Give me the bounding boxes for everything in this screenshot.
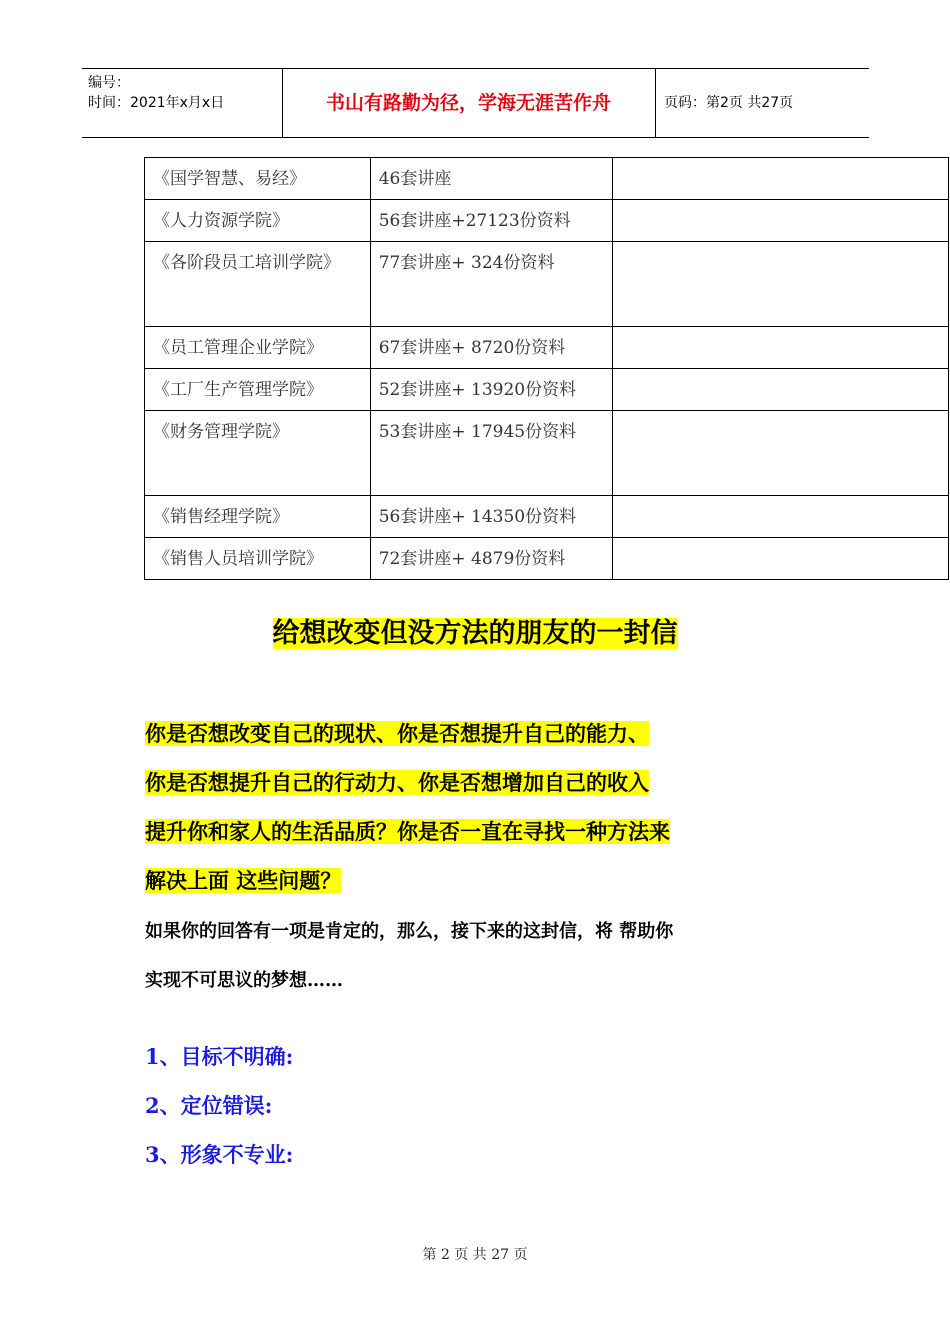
course-note bbox=[613, 158, 949, 200]
page-header bbox=[82, 68, 869, 138]
question-line bbox=[145, 815, 670, 849]
table-row bbox=[145, 327, 949, 369]
table-row bbox=[145, 200, 949, 242]
question-text: 提升你和家人的生活品质？你是否一直在寻找一种方法来 bbox=[145, 819, 670, 844]
question-line bbox=[145, 864, 341, 898]
course-name: 《财务管理学院》 bbox=[145, 411, 371, 496]
number-label: 编号： bbox=[88, 75, 130, 91]
course-content: 72套讲座+ 4879份资料 bbox=[370, 538, 613, 580]
table-row bbox=[145, 369, 949, 411]
course-note bbox=[613, 200, 949, 242]
course-name: 《员工管理企业学院》 bbox=[145, 327, 371, 369]
course-name: 《工厂生产管理学院》 bbox=[145, 369, 371, 411]
question-line bbox=[145, 766, 649, 800]
course-content: 67套讲座+ 8720份资料 bbox=[370, 327, 613, 369]
course-note bbox=[613, 496, 949, 538]
header-motto: 书山有路勤为径，学海无涯苦作舟 bbox=[325, 92, 611, 114]
course-name: 《销售人员培训学院》 bbox=[145, 538, 371, 580]
letter-title-text: 给想改变但没方法的朋友的一封信 bbox=[272, 618, 678, 649]
time-label: 时间：2021年x月x日 bbox=[88, 95, 225, 111]
question-line bbox=[145, 717, 649, 751]
table-row bbox=[145, 538, 949, 580]
question-text: 你是否想提升自己的行动力、你是否想增加自己的收入 bbox=[145, 770, 649, 795]
question-text: 你是否想改变自己的现状、你是否想提升自己的能力、 bbox=[145, 721, 649, 746]
course-content: 77套讲座+ 324份资料 bbox=[370, 242, 613, 327]
course-name: 《销售经理学院》 bbox=[145, 496, 371, 538]
course-content: 56套讲座+ 14350份资料 bbox=[370, 496, 613, 538]
page-footer: 第 2 页 共 27 页 bbox=[422, 1247, 528, 1263]
course-content: 56套讲座+27123份资料 bbox=[370, 200, 613, 242]
course-note bbox=[613, 327, 949, 369]
course-content: 53套讲座+ 17945份资料 bbox=[370, 411, 613, 496]
header-divider bbox=[655, 69, 656, 137]
course-name: 《各阶段员工培训学院》 bbox=[145, 242, 371, 327]
course-note bbox=[613, 411, 949, 496]
list-item: 2、定位错误: bbox=[145, 1093, 273, 1118]
paragraph-line: 实现不可思议的梦想…… bbox=[145, 970, 343, 991]
course-note bbox=[613, 369, 949, 411]
letter-title bbox=[0, 612, 950, 656]
course-note bbox=[613, 242, 949, 327]
course-name: 《国学智慧、易经》 bbox=[145, 158, 371, 200]
table-row bbox=[145, 496, 949, 538]
course-note bbox=[613, 538, 949, 580]
course-name: 《人力资源学院》 bbox=[145, 200, 371, 242]
list-item: 3、形象不专业: bbox=[145, 1142, 294, 1167]
question-text: 解决上面 这些问题？ bbox=[145, 868, 342, 893]
page-info: 页码：第2页 共27页 bbox=[664, 95, 794, 111]
catalog-table bbox=[144, 157, 949, 580]
header-meta bbox=[88, 73, 224, 113]
course-content: 52套讲座+ 13920份资料 bbox=[370, 369, 613, 411]
paragraph-line: 如果你的回答有一项是肯定的，那么，接下来的这封信，将 帮助你 bbox=[145, 921, 674, 942]
list-item: 1、目标不明确: bbox=[145, 1044, 294, 1069]
table-row bbox=[145, 242, 949, 327]
course-content: 46套讲座 bbox=[370, 158, 613, 200]
table-row bbox=[145, 158, 949, 200]
table-row bbox=[145, 411, 949, 496]
